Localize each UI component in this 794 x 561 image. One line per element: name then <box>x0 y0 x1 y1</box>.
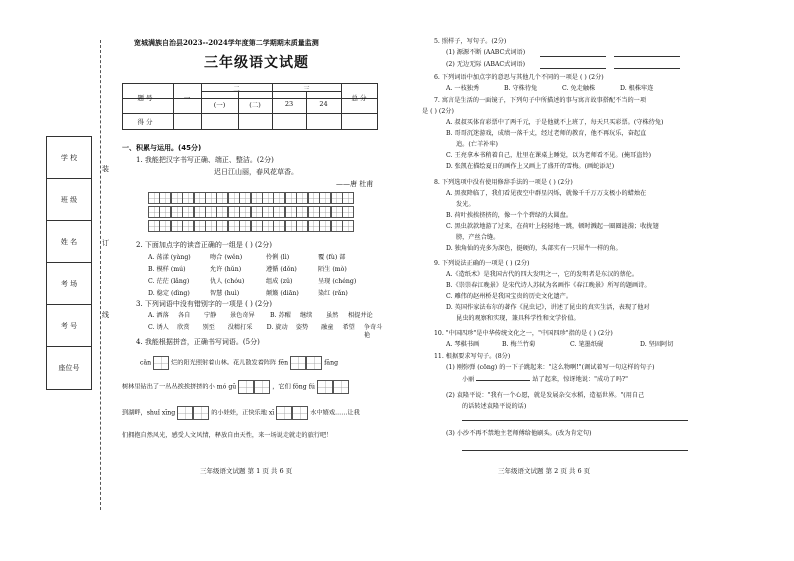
q2-opt[interactable]: 允许 (hǔn) <box>210 266 242 273</box>
q3-word: 欣赏 <box>177 324 190 331</box>
q3-opt[interactable]: D. 旋动 <box>266 324 288 331</box>
q2-opt[interactable]: 仇人 (chóu) <box>210 278 245 285</box>
q8-text: 8. 下列选项中没有使用修辞手法的一项是 ( ) (2分) <box>434 179 573 186</box>
q4-line2 <box>122 380 349 394</box>
q11-2: (2) 袁隆平说："我有一个心愿，就是发展杂交水稻，造福世界。"(用自己 <box>446 392 645 399</box>
q6-opt[interactable]: C. 免走触株 <box>562 85 596 92</box>
answer-box[interactable] <box>153 356 169 370</box>
answer-box[interactable] <box>292 406 308 420</box>
q7-text: 7. 寓言是生活的一面镜子，下列句子中所描述的事与寓言故事搭配不当的一项 <box>434 97 647 104</box>
q9-text: 9. 下列说法正确的一项是 ( ) (2分) <box>434 260 530 267</box>
q9-opt[interactable]: C. 雕伟的赵州桥是我国宝贵的历史文化遗产。 <box>446 293 573 300</box>
q2-opt[interactable]: 吻合 (wěn) <box>210 254 243 261</box>
q2-opt[interactable]: 陌生 (mò) <box>318 266 347 273</box>
q3-word: 各自 <box>178 312 191 319</box>
q2-options <box>148 254 378 298</box>
q3-word: 没精打采 <box>227 324 253 331</box>
q8-opt[interactable]: B. 荷叶挨挨挤挤的，像一个个碧绿的大圆盘。 <box>446 212 573 219</box>
answer-box[interactable] <box>306 356 322 370</box>
q4-text: 4. 我能根据拼音，正确书写词语。(5分) <box>136 338 260 346</box>
q3-word: 继续 <box>300 312 313 319</box>
q3-opt[interactable]: B. 苏醒 <box>270 312 291 319</box>
q2-opt[interactable]: B. 模样 (mú) <box>148 266 186 273</box>
seat-number-field[interactable] <box>47 347 91 388</box>
q3-word: 姿势 <box>295 324 309 331</box>
q2-opt[interactable]: 颠簸 (diān) <box>266 290 299 297</box>
q11-2-cont: 的话转述袁隆平说的话) <box>462 403 527 410</box>
answer-box[interactable] <box>177 406 193 420</box>
q7-opt-cont: 追。(亡羊补牢) <box>456 141 498 148</box>
q3-word: 虽然 <box>326 312 339 319</box>
q4-text-segment: 烂的阳光照射着山林。花儿散发着阵阵 fēn <box>171 359 289 367</box>
score-header-question: 题 号 <box>137 94 153 102</box>
q7-opt[interactable]: D. 张凯在描绘夏日的画作上又画上了盛开的雪梅。(画蛇添足) <box>446 163 615 170</box>
answer-box[interactable] <box>290 356 306 370</box>
binding-mark-xian: 线 <box>102 311 109 319</box>
q8-opt[interactable]: A. 黑夜降临了，我们看见夜空中群星闪烁，就像千千万万支极小的蜡烛在 <box>446 190 647 197</box>
score-header-total: 总 分 <box>351 94 367 102</box>
q3-text: 3. 下列词语中没有错别字的一项是 ( ) (2分) <box>136 300 272 308</box>
q2-opt[interactable]: 遵循 (dǒn) <box>266 266 297 273</box>
q10-options <box>446 341 673 349</box>
q7-opt[interactable]: C. 王亮拿本书稍着自己，肚里在课桌上睡觉，以为老师看不见。(掩耳盗铃) <box>446 152 652 159</box>
q5-text: 5. 照样子，写句子。(2分) <box>434 38 507 45</box>
q3-opt[interactable]: C. 诱人 <box>148 324 169 331</box>
q2-opt[interactable]: C. 茫茫 (lǎng) <box>148 278 190 285</box>
q3-opt[interactable]: A. 洒落 <box>148 312 169 319</box>
answer-box[interactable] <box>193 406 209 420</box>
q3-word: 宁静 <box>204 312 217 319</box>
answer-box[interactable] <box>317 380 333 394</box>
q9-opt[interactable]: B.《崇崇春江晚景》是宋代诗人苏轼为名画作《春江晚景》所写的题画诗。 <box>446 282 651 289</box>
q11-text: 11. 根据要求写句子。(8分) <box>434 353 511 360</box>
q11-1-answer-line[interactable] <box>476 380 530 381</box>
q10-opt[interactable]: B. 梅兰竹菊 <box>502 341 536 348</box>
score-header-q23: 23 <box>284 100 294 108</box>
class-field[interactable] <box>47 179 91 221</box>
score-header-part1: 一 <box>183 94 191 102</box>
school-label: 学 校 <box>60 153 78 162</box>
answer-box[interactable] <box>276 406 292 420</box>
q3-word: 争奇斗艳 <box>363 324 383 339</box>
score-header-q24: 24 <box>319 100 328 108</box>
q11-3: (3) 小沙不再不禁地主老师傅给他刷头。(改为肯定句) <box>446 430 592 437</box>
page1-footer: 三年级语文试题 第 1 页 共 6 页 <box>200 467 293 475</box>
answer-box[interactable] <box>333 380 349 394</box>
q5-1-answer-line-a[interactable] <box>540 56 606 57</box>
q3-word: 相提并论 <box>348 312 373 319</box>
q3-word: 别至 <box>202 324 215 331</box>
q5-2-answer-line-a[interactable] <box>540 68 606 69</box>
exam-number-field[interactable] <box>47 305 91 347</box>
name-field[interactable] <box>47 221 91 263</box>
q2-opt[interactable]: 组成 (zǔ) <box>266 278 293 285</box>
q2-opt[interactable]: 伶俐 (lì) <box>266 254 290 261</box>
q8-opt[interactable]: C. 黑虫款款地游了过来，在荷叶上轻轻地一跳，顿时溅起一圈圈涟漪；收拢翅 <box>446 223 659 230</box>
q7-text-cont: 是 ( ) (2分) <box>422 108 454 115</box>
seat-number-label: 座位号 <box>58 363 80 372</box>
q6-opt[interactable]: B. 守株待兔 <box>504 85 538 92</box>
q10-text: 10. "中国四珍"是中华传统文化之一，"中国四珍"指的是 ( ) (2分) <box>434 330 613 337</box>
q9-opt[interactable]: A.《造纸术》是我国古代的四大发明之一，它的发明者是东汉的蔡伦。 <box>446 271 639 278</box>
q9-opt-cont: 昆虫的观察和实现，兼具科学性和文学价值。 <box>456 315 580 322</box>
q2-opt[interactable]: 呈现 (chéng) <box>318 278 357 285</box>
pinyin: fú <box>308 383 315 391</box>
page2-footer: 三年级语文试题 第 2 页 共 6 页 <box>498 467 591 475</box>
score-header-sub2: (二) <box>249 101 261 109</box>
name-label: 姓 名 <box>60 237 78 246</box>
q10-opt[interactable]: C. 笔墨纸砚 <box>570 341 604 348</box>
q5-2: (2) 无边无际 (ABAC式词语) <box>446 61 526 68</box>
score-row-label: 得 分 <box>137 118 153 126</box>
q4-line1 <box>140 356 338 370</box>
exam-title: 宽城满族自治县2023--2024学年度第二学期期末质量监测 <box>134 38 319 47</box>
q8-options <box>446 190 696 253</box>
writing-grid-row2[interactable] <box>148 206 353 218</box>
q11-3-answer-line[interactable] <box>462 450 688 451</box>
q11-1-lead: 小丽 <box>462 376 475 383</box>
score-table <box>122 83 378 130</box>
pinyin: fāng <box>324 359 339 367</box>
q2-opt[interactable]: 染红 (rǎn) <box>318 290 348 297</box>
student-info-table <box>46 136 92 390</box>
q4-line3 <box>122 406 360 420</box>
exam-room-label: 考 场 <box>60 279 78 288</box>
q2-opt[interactable]: A. 荡漾 (yàng) <box>148 254 191 261</box>
q5-1: (1) 源源不断 (AABC式词语) <box>446 49 526 56</box>
q9-opt[interactable]: D. 英国作家法布尔的著作《昆虫记》，讲述了昆虫的真实生活，表现了他对 <box>446 304 650 311</box>
exam-number-label: 考 号 <box>60 321 78 330</box>
q7-opt[interactable]: B. 哥哥沉迷游戏，成绩一落千丈，经过老师的教育，他不再玩乐，奋起直 <box>446 130 647 137</box>
q8-opt[interactable]: D. 独角仙的壳多为深色，挺硬的，头部实有一只犀牛一样的角。 <box>446 245 622 252</box>
poem-line: 迟日江山丽，春风花草香。 <box>214 168 298 176</box>
q2-opt[interactable]: D. 稳定 (dìng) <box>148 290 190 297</box>
q7-opt[interactable]: A. 叔叔买体育彩票中了两千元，于是他就不上班了，每天只买彩票。(守株待兔) <box>446 119 664 126</box>
q11-1-tail: 站了起来，惊讶地说："成功了吗?" <box>532 376 628 383</box>
q6-text: 6. 下列词语中加点字的意思与其他几个不同的一项是 ( ) (2分) <box>434 74 604 81</box>
exam-room-field[interactable] <box>47 263 91 305</box>
q5-2-answer-line-b[interactable] <box>614 68 680 69</box>
q3-word: 景色奇异 <box>230 312 255 319</box>
q4-line4: 们拥抱自然风光，感受人文风情，释放自由天性，来一场说走就走的旅行吧！ <box>122 432 333 439</box>
school-field[interactable] <box>47 137 91 179</box>
score-header-part3: 三 <box>303 85 310 93</box>
q9-options <box>446 271 696 323</box>
binding-line <box>100 40 101 510</box>
binding-mark-ding: 订 <box>102 239 109 247</box>
q7-options <box>446 119 696 171</box>
q10-opt[interactable]: A. 琴棋书画 <box>446 341 480 348</box>
q10-opt[interactable]: D. 坚固阿切 <box>640 341 674 348</box>
poem-author: ——唐 杜甫 <box>336 180 374 188</box>
class-label: 班 级 <box>60 195 78 204</box>
q6-opt[interactable]: D. 根株牢连 <box>620 85 654 92</box>
q4-text-segment: 到湖畔，shuǐ <box>122 409 160 417</box>
q3-word: 融童 <box>321 324 334 331</box>
q2-opt[interactable]: 覆 (fù) 部 <box>318 254 346 261</box>
q6-options <box>446 85 653 93</box>
q11-1: (1) 刚弥弹 (cōng) 的一下子跳起来："这么物啊!"(调试着写一句这样的句子) <box>446 364 655 371</box>
q4-text-segment: ，它们 fǒng <box>272 383 307 391</box>
q11-2-answer-line[interactable] <box>462 420 688 421</box>
q2-opt[interactable]: 智慧 (huì) <box>210 290 240 297</box>
q1-text: 1. 我能把汉字书写正确、端正、整洁。(2分) <box>136 156 274 164</box>
q4-text-segment: 的小娃娃，正快乐地 xī <box>211 409 275 417</box>
writing-grid-row3[interactable] <box>148 220 353 232</box>
pinyin: xīng <box>161 409 176 417</box>
q11-1-answer-row <box>462 376 628 384</box>
subject-title: 三年级语文试题 <box>204 55 309 71</box>
q4-text-segment: 水中嬉戏……让我 <box>310 409 360 417</box>
section1-heading: 一、积累与运用。(45分) <box>122 144 202 152</box>
writing-grid-row1[interactable] <box>148 192 353 204</box>
q3-word: 希望 <box>342 324 355 331</box>
answer-box[interactable] <box>238 380 254 394</box>
score-header-sub1: (一) <box>213 101 226 109</box>
pinyin: cǎn <box>140 359 152 367</box>
q3-options <box>148 312 388 340</box>
q4-text-segment: 树林里钻出了一丛丛挨挨挤挤的小 mó gū <box>122 383 237 391</box>
q8-opt-cont: 发光。 <box>456 201 475 208</box>
binding-mark-zhuang: 装 <box>102 165 109 173</box>
q8-opt-cont: 膀，产丝合缝。 <box>456 234 500 241</box>
q2-text: 2. 下面加点字的读音正确的一组是 ( ) (2分) <box>136 241 272 249</box>
answer-box[interactable] <box>254 380 270 394</box>
q5-1-answer-line-b[interactable] <box>614 56 680 57</box>
score-header-part2: 二 <box>233 85 240 93</box>
q6-opt[interactable]: A. 一枝独秀 <box>446 85 480 92</box>
